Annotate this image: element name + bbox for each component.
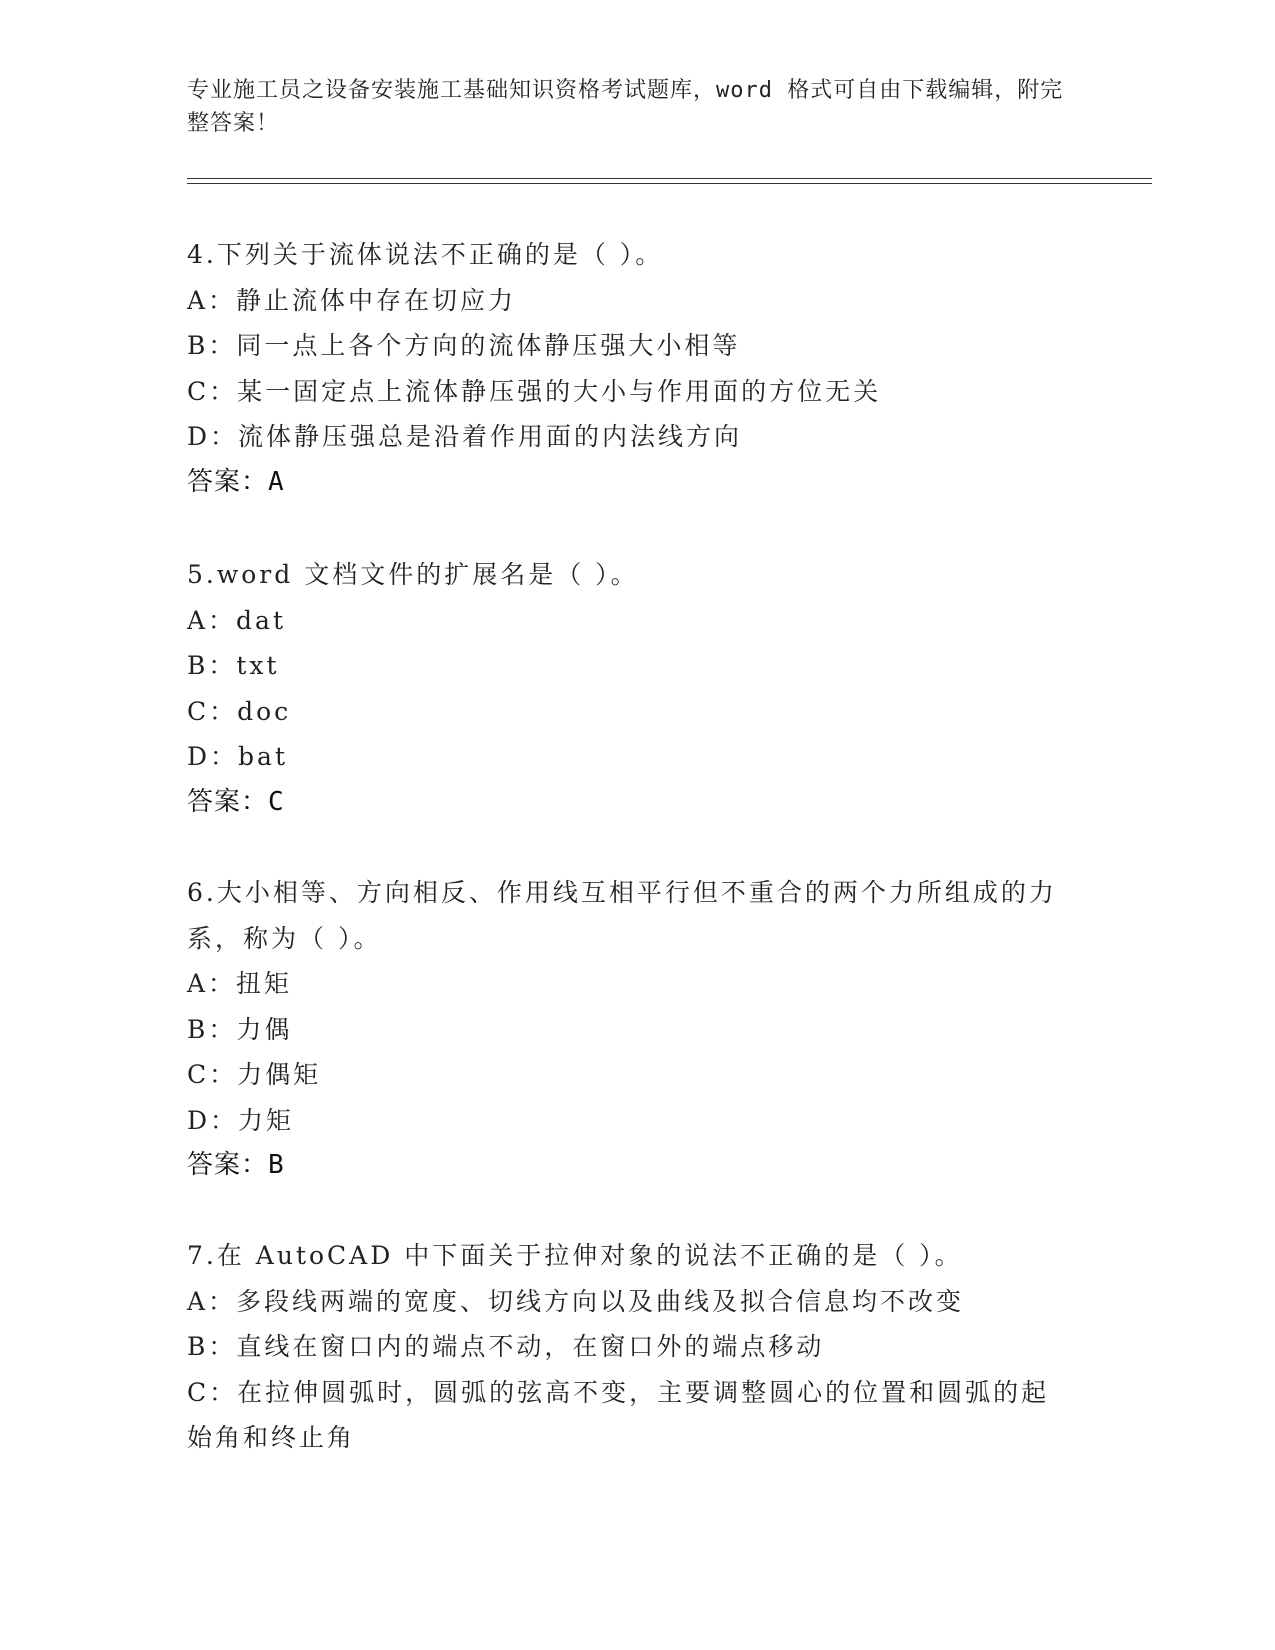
header-divider-line xyxy=(187,183,1152,184)
option-d: D：bat xyxy=(187,742,288,771)
question-7 xyxy=(187,1233,1087,1461)
option-d: D：流体静压强总是沿着作用面的内法线方向 xyxy=(187,422,743,451)
option-c: C：doc xyxy=(187,696,292,726)
question-4 xyxy=(187,232,1087,505)
document-header: 专业施工员之设备安装施工基础知识资格考试题库，word 格式可自由下载编辑，附完整答案！ xyxy=(187,78,1064,136)
option-c: C：某一固定点上流体静压强的大小与作用面的方位无关 xyxy=(187,376,882,406)
question-stem: 4.下列关于流体说法不正确的是（ ）。 xyxy=(187,240,664,269)
header-divider-line xyxy=(187,178,1152,179)
question-5 xyxy=(187,552,1087,825)
option-a: A：dat xyxy=(187,605,287,635)
question-stem: 7.在 AutoCAD 中下面关于拉伸对象的说法不正确的是（ ）。 xyxy=(187,1241,963,1270)
option-b: B：txt xyxy=(187,651,280,680)
question-6 xyxy=(187,870,1087,1189)
option-b: B：同一点上各个方向的流体静压强大小相等 xyxy=(187,331,741,360)
answer-line: 答案：A xyxy=(187,466,285,497)
option-c: C：在拉伸圆弧时，圆弧的弦高不变，主要调整圆心的位置和圆弧的起始角和终止角 xyxy=(187,1377,1050,1452)
option-b: B：力偶 xyxy=(187,1014,293,1044)
question-stem: 5.word 文档文件的扩展名是（ ）。 xyxy=(187,560,639,589)
option-c: C：力偶矩 xyxy=(187,1060,322,1089)
option-b: B：直线在窗口内的端点不动，在窗口外的端点移动 xyxy=(187,1332,825,1361)
answer-line: 答案：B xyxy=(187,1150,285,1180)
option-a: A：扭矩 xyxy=(187,969,293,998)
answer-line: 答案：C xyxy=(187,786,285,817)
option-a: A：静止流体中存在切应力 xyxy=(187,285,517,315)
option-a: A：多段线两端的宽度、切线方向以及曲线及拟合信息均不改变 xyxy=(187,1286,965,1316)
option-d: D：力矩 xyxy=(187,1105,295,1135)
question-stem: 6.大小相等、方向相反、作用线互相平行但不重合的两个力所组成的力系，称为（ ）。 xyxy=(187,878,1057,953)
